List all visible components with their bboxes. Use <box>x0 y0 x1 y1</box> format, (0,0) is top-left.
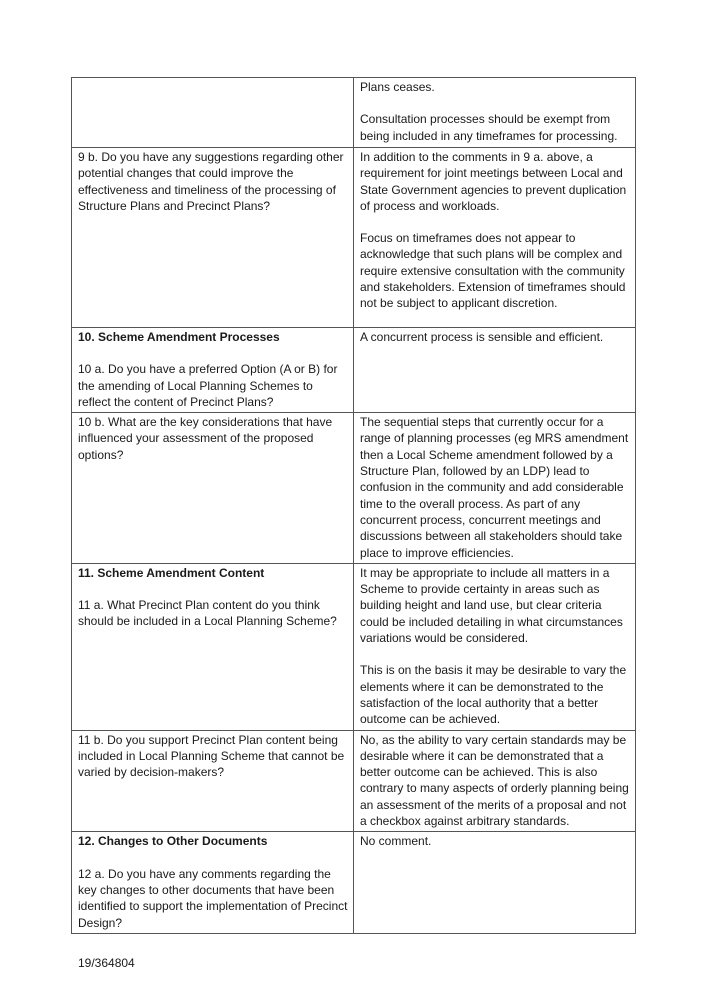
table-row <box>72 328 636 413</box>
table-row <box>72 78 636 148</box>
answer-paragraph: Focus on timeframes does not appear to acknowledge that such plans will be complex and require extensive consultation with the community and stakeholders. Extension of timeframes should not be subject to applicant discretion. <box>360 231 626 311</box>
answer-cell <box>354 413 636 564</box>
question-cell <box>72 148 354 328</box>
question-text: 11 b. Do you support Precinct Plan content being included in Local Planning Scheme that cannot be varied by decision-makers? <box>78 732 345 780</box>
answer-cell <box>354 832 636 933</box>
answer-paragraph: The sequential steps that currently occur for a range of planning processes (eg MRS amendment then a Local Scheme amendment followed by a Structure Plan, followed by an LDP) lead to confusion in the community and add considerable time to the overall process. As part of any concurrent process, concurrent meetings and discussions between all stakeholders should take place to improve efficiencies. <box>360 415 629 560</box>
answer-cell <box>354 563 636 730</box>
answer-paragraph: A concurrent process is sensible and efficient. <box>360 330 604 344</box>
section-heading: 12. Changes to Other Documents <box>78 834 268 849</box>
answer-paragraph: No comment. <box>360 834 432 849</box>
answer-cell <box>354 78 636 148</box>
question-cell <box>72 328 354 413</box>
answer-paragraph: No, as the ability to vary certain standards may be desirable where it can be demonstrated that a better outcome can be achieved. This is also contrary to many aspects of orderly planning being an assessment of the merits of a proposal and not a checkbox against arbitrary standards. <box>360 732 629 829</box>
answer-paragraph: It may be appropriate to include all matters in a Scheme to provide certainty in areas such as building height and land use, but clear criteria could be included detailing in what circumstances variations would be considered. <box>360 565 623 646</box>
submission-table <box>71 77 636 934</box>
question-cell <box>72 413 354 564</box>
table-row <box>72 413 636 564</box>
table-row <box>72 832 636 933</box>
answer-paragraph: In addition to the comments in 9 a. above, a requirement for joint meetings between Local and State Government agencies to prevent duplication of process and workloads. <box>360 150 627 213</box>
table-row <box>72 563 636 730</box>
answer-paragraph: Consultation processes should be exempt from being included in any timeframes for processing. <box>360 112 618 143</box>
answer-paragraph: Plans ceases. <box>360 80 435 94</box>
question-text: 12 a. Do you have any comments regarding the key changes to other documents that have been identified to support the implementation of Precinct Design? <box>78 866 348 930</box>
question-cell <box>72 563 354 730</box>
question-text: 11 a. What Precinct Plan content do you think should be included in a Local Planning Scheme? <box>78 598 337 629</box>
question-cell <box>72 832 354 933</box>
answer-paragraph: This is on the basis it may be desirable to vary the elements where it can be demonstrated to the satisfaction of the local authority that a better outcome can be achieved. <box>360 663 627 727</box>
answer-cell <box>354 328 636 413</box>
document-reference: 19/364804 <box>78 956 135 970</box>
question-text: 10 a. Do you have a preferred Option (A or B) for the amending of Local Planning Schemes to reflect the content of Precinct Plans? <box>78 362 338 409</box>
question-cell <box>72 78 354 148</box>
table-row <box>72 148 636 328</box>
section-heading: 11. Scheme Amendment Content <box>78 565 265 580</box>
section-heading: 10. Scheme Amendment Processes <box>78 330 280 344</box>
answer-cell <box>354 730 636 832</box>
answer-cell <box>354 148 636 328</box>
question-cell <box>72 730 354 832</box>
question-text: 9 b. Do you have any suggestions regarding other potential changes that could improve the effectiveness and timeliness of the processing of Structure Plans and Precinct Plans? <box>78 150 344 213</box>
question-text: 10 b. What are the key considerations that have influenced your assessment of the proposed options? <box>78 415 333 462</box>
table-row <box>72 730 636 832</box>
